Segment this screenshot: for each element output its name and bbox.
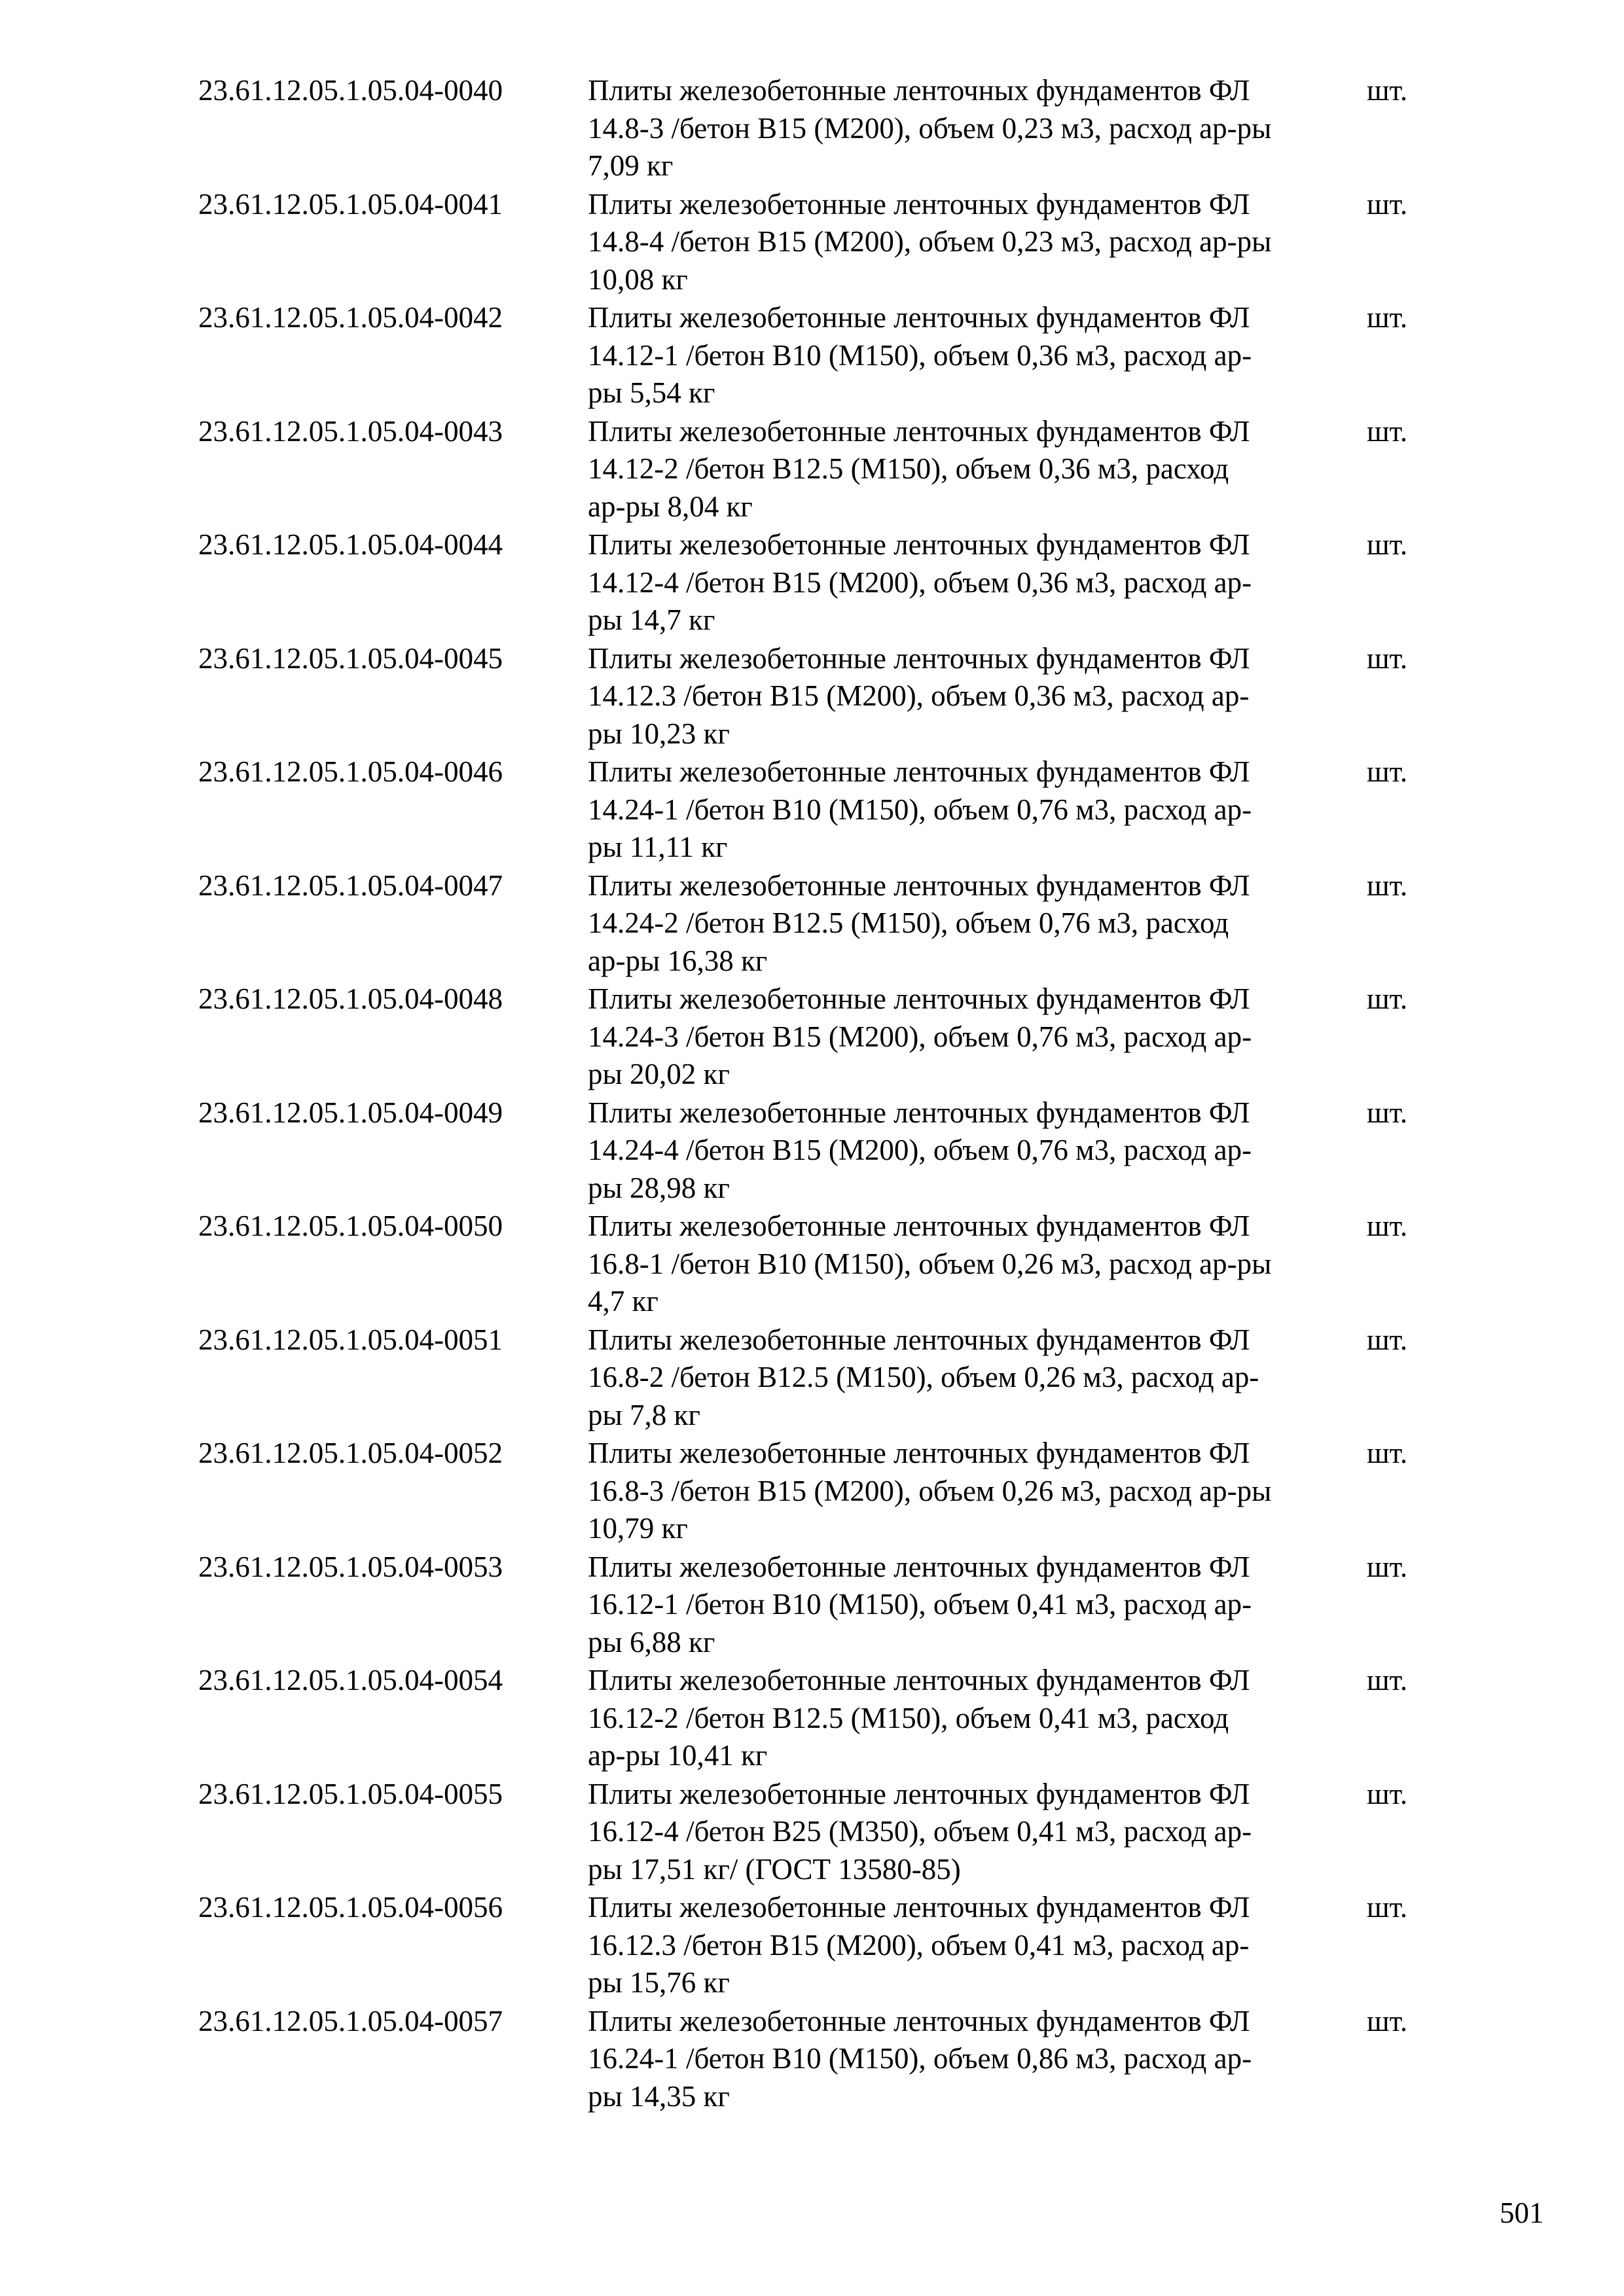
entry-description-line: 14.12-2 /бетон В12.5 (М150), объем 0,36 м3, расход: [588, 452, 1229, 485]
entry-row: [0, 867, 1624, 981]
entry-description-line: 14.12.3 /бетон В15 (М200), объем 0,36 м3, расход ар-: [588, 679, 1250, 712]
entry-description-line: ры 5,54 кг: [588, 376, 715, 409]
entry-unit: шт.: [1367, 1437, 1408, 1469]
entry-description-line: ар-ры 10,41 кг: [588, 1739, 768, 1772]
entry-description-line: ар-ры 8,04 кг: [588, 490, 753, 523]
entry-code: 23.61.12.05.1.05.04-0042: [198, 301, 503, 334]
entry-description-line: Плиты железобетонные ленточных фундаментов ФЛ: [588, 982, 1250, 1015]
entry-description-line: 16.12-2 /бетон В12.5 (М150), объем 0,41 м3, расход: [588, 1701, 1229, 1734]
entry-code: 23.61.12.05.1.05.04-0046: [198, 755, 503, 788]
entry-description-line: Плиты железобетонные ленточных фундаментов ФЛ: [588, 1550, 1250, 1583]
entry-description-line: 4,7 кг: [588, 1285, 659, 1318]
entry-row: [0, 1776, 1624, 1890]
entry-unit: шт.: [1367, 1210, 1408, 1242]
entry-description-line: 14.24-1 /бетон В10 (М150), объем 0,76 м3, расход ар-: [588, 793, 1252, 826]
entry-description-line: 7,09 кг: [588, 149, 674, 182]
entry-code: 23.61.12.05.1.05.04-0049: [198, 1096, 503, 1129]
entry-row: [0, 526, 1624, 640]
entry-description-line: 16.12-1 /бетон В10 (М150), объем 0,41 м3, расход ар-: [588, 1588, 1252, 1621]
entry-description-line: Плиты железобетонные ленточных фундаментов ФЛ: [588, 1777, 1250, 1810]
entry-description-line: ры 20,02 кг: [588, 1058, 730, 1090]
entry-description-line: Плиты железобетонные ленточных фундаментов ФЛ: [588, 2004, 1250, 2037]
entry-unit: шт.: [1367, 414, 1408, 448]
entry-description-line: 16.8-2 /бетон В12.5 (М150), объем 0,26 м3, расход ар-: [588, 1361, 1259, 1393]
entry-description-line: ры 10,23 кг: [588, 717, 730, 750]
entry-unit: шт.: [1367, 74, 1408, 107]
entry-description: [588, 640, 1373, 753]
entry-unit: шт.: [1367, 1777, 1408, 1810]
entry-row: [0, 299, 1624, 413]
entry-description-line: Плиты железобетонные ленточных фундаментов ФЛ: [588, 1096, 1250, 1129]
entry-row: [0, 2003, 1624, 2117]
entry-unit: шт.: [1367, 1323, 1408, 1356]
entry-unit: шт.: [1367, 187, 1408, 221]
entry-description: [588, 753, 1373, 867]
entry-row: [0, 1321, 1624, 1435]
entry-unit: шт.: [1367, 1664, 1408, 1696]
entry-code: 23.61.12.05.1.05.04-0044: [198, 528, 503, 561]
entry-description: [588, 867, 1373, 980]
entry-description-line: ры 15,76 кг: [588, 1966, 730, 1999]
entry-row: [0, 1889, 1624, 2003]
entry-description-line: Плиты железобетонные ленточных фундаментов ФЛ: [588, 1210, 1250, 1242]
entry-description: [588, 1549, 1373, 1662]
entry-code: 23.61.12.05.1.05.04-0047: [198, 869, 503, 902]
entry-description-line: 14.8-3 /бетон В15 (М200), объем 0,23 м3, расход ар-ры: [588, 111, 1272, 145]
entry-unit: шт.: [1367, 528, 1408, 561]
entry-code: 23.61.12.05.1.05.04-0056: [198, 1891, 503, 1924]
entry-description-line: 16.24-1 /бетон В10 (М150), объем 0,86 м3, расход ар-: [588, 2042, 1252, 2075]
entry-code: 23.61.12.05.1.05.04-0057: [198, 2004, 503, 2037]
entry-description: [588, 299, 1373, 412]
entry-unit: шт.: [1367, 301, 1408, 334]
entry-description-line: 10,08 кг: [588, 262, 688, 296]
entry-unit: шт.: [1367, 1550, 1408, 1583]
entry-unit: шт.: [1367, 755, 1408, 788]
entry-code: 23.61.12.05.1.05.04-0048: [198, 982, 503, 1015]
entry-description: [588, 526, 1373, 639]
entry-description-line: Плиты железобетонные ленточных фундаментов ФЛ: [588, 301, 1250, 334]
entry-code: 23.61.12.05.1.05.04-0052: [198, 1437, 503, 1469]
entry-row: [0, 980, 1624, 1094]
entry-description: [588, 2003, 1373, 2116]
entry-description: [588, 186, 1373, 299]
entry-description-line: Плиты железобетонные ленточных фундаментов ФЛ: [588, 869, 1250, 902]
entry-description-line: Плиты железобетонные ленточных фундаментов ФЛ: [588, 74, 1250, 107]
entry-code: 23.61.12.05.1.05.04-0040: [198, 74, 503, 107]
entry-description-line: ры 14,35 кг: [588, 2079, 730, 2113]
entry-description-line: ры 6,88 кг: [588, 1625, 715, 1659]
entry-description-line: 16.8-1 /бетон В10 (М150), объем 0,26 м3, расход ар-ры: [588, 1247, 1272, 1280]
entry-description: [588, 1776, 1373, 1889]
entry-row: [0, 1662, 1624, 1776]
entry-description-line: ры 11,11 кг: [588, 831, 728, 863]
entry-row: [0, 72, 1624, 186]
entries-list: [0, 72, 1624, 2116]
entry-description: [588, 1321, 1373, 1435]
entry-unit: шт.: [1367, 1891, 1408, 1924]
entry-row: [0, 1094, 1624, 1208]
entry-description-line: ры 28,98 кг: [588, 1171, 730, 1204]
entry-code: 23.61.12.05.1.05.04-0055: [198, 1777, 503, 1810]
entry-unit: шт.: [1367, 2004, 1408, 2037]
entry-description-line: 16.8-3 /бетон В15 (М200), объем 0,26 м3, расход ар-ры: [588, 1474, 1272, 1507]
entry-description-line: 14.12-1 /бетон В10 (М150), объем 0,36 м3, расход ар-: [588, 338, 1252, 372]
entry-description-line: 14.24-4 /бетон В15 (М200), объем 0,76 м3, расход ар-: [588, 1134, 1252, 1166]
page-number: 501: [1500, 2197, 1544, 2229]
entry-description-line: 16.12.3 /бетон В15 (М200), объем 0,41 м3, расход ар-: [588, 1928, 1250, 1962]
entry-description-line: ар-ры 16,38 кг: [588, 944, 768, 977]
entry-code: 23.61.12.05.1.05.04-0050: [198, 1210, 503, 1242]
entry-unit: шт.: [1367, 1096, 1408, 1129]
entry-description: [588, 413, 1373, 526]
entry-description-line: Плиты железобетонные ленточных фундаментов ФЛ: [588, 1323, 1250, 1356]
entry-description: [588, 72, 1373, 185]
entry-row: [0, 1435, 1624, 1549]
entry-description-line: 14.8-4 /бетон В15 (М200), объем 0,23 м3, расход ар-ры: [588, 225, 1272, 258]
entry-unit: шт.: [1367, 869, 1408, 902]
entry-description: [588, 1094, 1373, 1208]
entry-description-line: Плиты железобетонные ленточных фундаментов ФЛ: [588, 1437, 1250, 1469]
entry-description-line: 10,79 кг: [588, 1512, 688, 1545]
entry-description-line: Плиты железобетонные ленточных фундаментов ФЛ: [588, 1664, 1250, 1696]
entry-description: [588, 980, 1373, 1094]
entry-row: [0, 1549, 1624, 1662]
entry-code: 23.61.12.05.1.05.04-0051: [198, 1323, 503, 1356]
entry-description: [588, 1435, 1373, 1548]
entry-code: 23.61.12.05.1.05.04-0045: [198, 641, 503, 675]
entry-description: [588, 1662, 1373, 1775]
entry-description-line: 14.12-4 /бетон В15 (М200), объем 0,36 м3, расход ар-: [588, 565, 1252, 599]
entry-description-line: 14.24-2 /бетон В12.5 (М150), объем 0,76 м3, расход: [588, 906, 1229, 939]
entry-row: [0, 753, 1624, 867]
entry-code: 23.61.12.05.1.05.04-0054: [198, 1664, 503, 1696]
entry-unit: шт.: [1367, 641, 1408, 675]
entry-description-line: Плиты железобетонные ленточных фундаментов ФЛ: [588, 187, 1250, 221]
entry-row: [0, 413, 1624, 527]
entry-description-line: Плиты железобетонные ленточных фундаментов ФЛ: [588, 414, 1250, 448]
entry-row: [0, 186, 1624, 300]
entry-description-line: ры 14,7 кг: [588, 603, 715, 636]
entry-code: 23.61.12.05.1.05.04-0053: [198, 1550, 503, 1583]
entry-description-line: 14.24-3 /бетон В15 (М200), объем 0,76 м3, расход ар-: [588, 1020, 1252, 1053]
entry-description-line: ры 17,51 кг/ (ГОСТ 13580-85): [588, 1852, 961, 1886]
entry-description-line: ры 7,8 кг: [588, 1398, 700, 1431]
entry-description-line: 16.12-4 /бетон В25 (М350), объем 0,41 м3, расход ар-: [588, 1815, 1252, 1848]
entry-code: 23.61.12.05.1.05.04-0043: [198, 414, 503, 448]
entry-code: 23.61.12.05.1.05.04-0041: [198, 187, 503, 221]
entry-description: [588, 1208, 1373, 1321]
entry-description-line: Плиты железобетонные ленточных фундаментов ФЛ: [588, 755, 1250, 788]
entry-row: [0, 640, 1624, 754]
entry-unit: шт.: [1367, 982, 1408, 1015]
entry-description-line: Плиты железобетонные ленточных фундаментов ФЛ: [588, 641, 1250, 675]
entry-row: [0, 1208, 1624, 1321]
entry-description-line: Плиты железобетонные ленточных фундаментов ФЛ: [588, 528, 1250, 561]
entry-description: [588, 1889, 1373, 2002]
entry-description-line: Плиты железобетонные ленточных фундаментов ФЛ: [588, 1891, 1250, 1924]
